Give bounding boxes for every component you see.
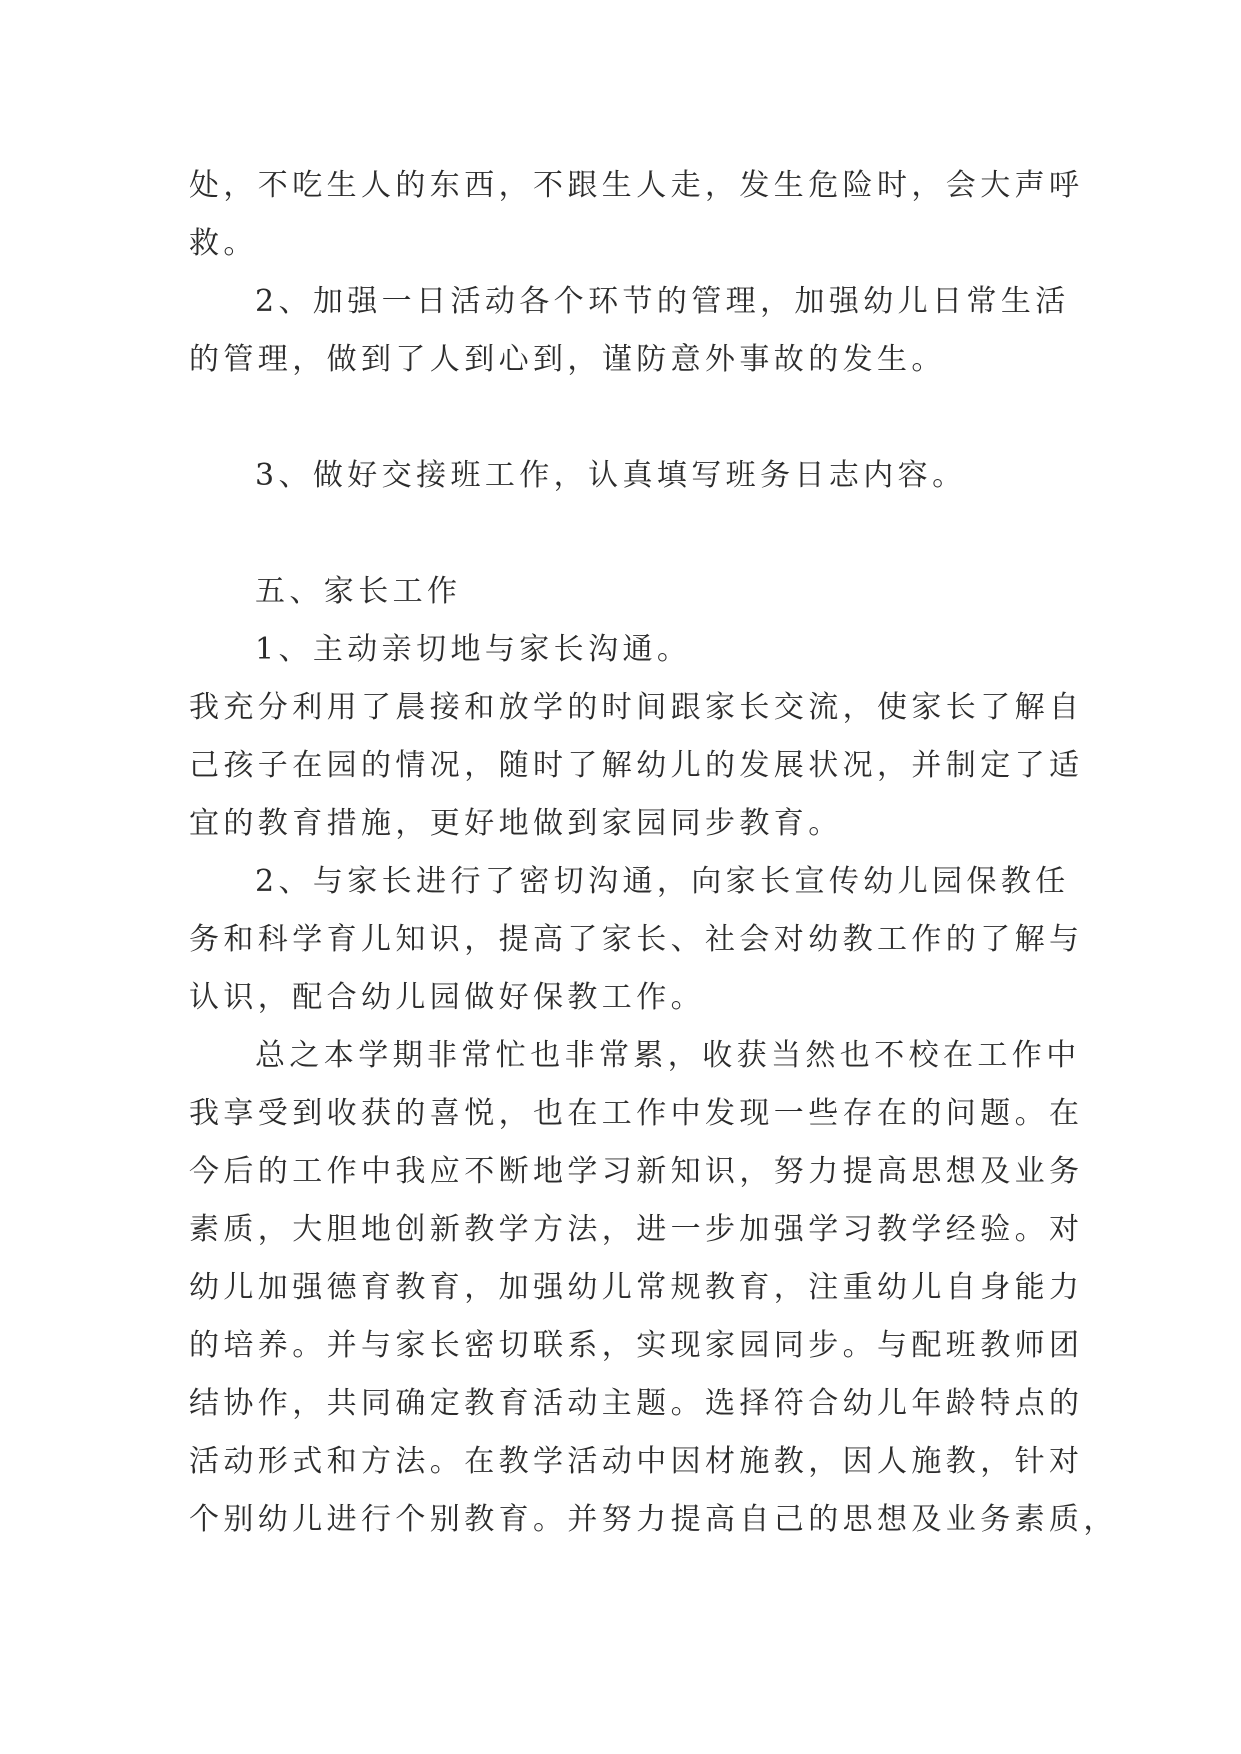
numbered-item: 1、主动亲切地与家长沟通。: [255, 632, 692, 667]
text-line: 认识，配合幼儿园做好保教工作。: [189, 980, 705, 1015]
section-heading: 五、家长工作: [255, 574, 462, 609]
text-line: 幼儿加强德育教育，加强幼儿常规教育，注重幼儿自身能力: [189, 1270, 1084, 1305]
text-line: 素质，大胆地创新教学方法，进一步加强学习教学经验。对: [189, 1212, 1084, 1247]
numbered-item: 2、与家长进行了密切沟通，向家长宣传幼儿园保教任: [255, 864, 1070, 899]
numbered-item: 2、加强一日活动各个环节的管理，加强幼儿日常生活: [255, 284, 1070, 319]
text-line: 今后的工作中我应不断地学习新知识，努力提高思想及业务: [189, 1154, 1084, 1189]
text-line: 处，不吃生人的东西，不跟生人走，发生危险时，会大声呼: [189, 168, 1084, 203]
text-line: 我充分利用了晨接和放学的时间跟家长交流，使家长了解自: [189, 690, 1084, 725]
text-line: 的培养。并与家长密切联系，实现家园同步。与配班教师团: [189, 1328, 1084, 1363]
text-line: 救。: [189, 226, 258, 261]
text-line: 己孩子在园的情况，随时了解幼儿的发展状况，并制定了适: [189, 748, 1084, 783]
text-line: 务和科学育儿知识，提高了家长、社会对幼教工作的了解与: [189, 922, 1084, 957]
text-line: 结协作，共同确定教育活动主题。选择符合幼儿年龄特点的: [189, 1386, 1084, 1421]
text-line: 我享受到收获的喜悦，也在工作中发现一些存在的问题。在: [189, 1096, 1084, 1131]
text-line: 的管理，做到了人到心到，谨防意外事故的发生。: [189, 342, 946, 377]
text-line: 活动形式和方法。在教学活动中因材施教，因人施教，针对: [189, 1444, 1084, 1479]
text-line: 宜的教育措施，更好地做到家园同步教育。: [189, 806, 843, 841]
numbered-item: 3、做好交接班工作，认真填写班务日志内容。: [255, 458, 967, 493]
text-line: 个别幼儿进行个别教育。并努力提高自己的思想及业务素质，: [189, 1502, 1118, 1537]
paragraph-start: 总之本学期非常忙也非常累，收获当然也不校在工作中: [255, 1038, 1081, 1073]
